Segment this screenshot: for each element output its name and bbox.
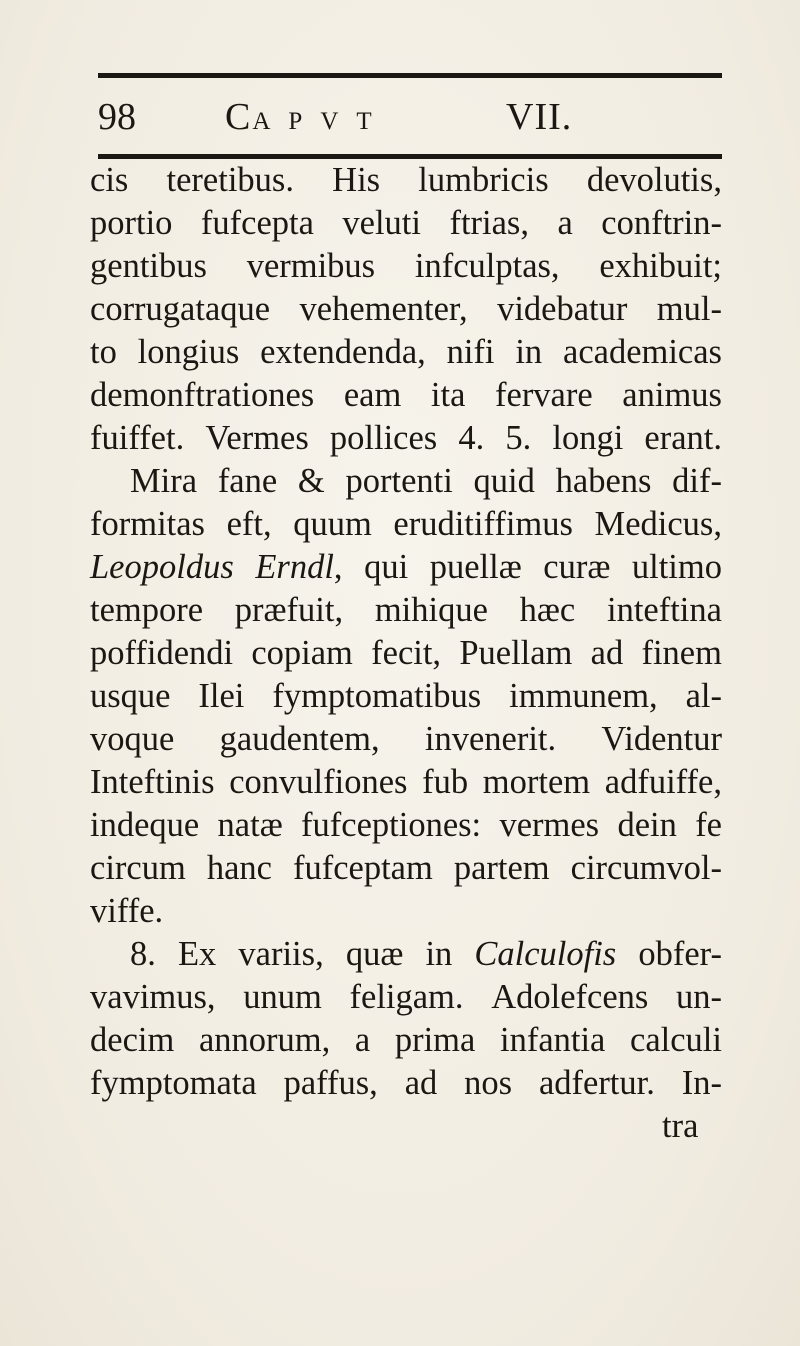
word: Leopoldus xyxy=(90,548,234,586)
text-line xyxy=(90,590,722,630)
word: tempore xyxy=(90,591,204,629)
word: invenerit. xyxy=(424,720,557,758)
word: vermes xyxy=(499,806,600,844)
word: fuiffet. xyxy=(90,419,185,457)
word: inteftina xyxy=(607,591,722,629)
word: lumbricis xyxy=(418,161,549,199)
word: adfertur. xyxy=(538,1064,655,1102)
page-number: 98 xyxy=(98,96,136,138)
word: eft, xyxy=(226,505,272,543)
word: al- xyxy=(685,677,722,715)
word: in xyxy=(515,333,543,371)
word: quum xyxy=(293,505,372,543)
word: quid xyxy=(473,462,535,500)
word: voque xyxy=(90,720,175,758)
word: fufcepta xyxy=(200,204,314,242)
word: longi xyxy=(552,419,624,457)
word: corrugataque xyxy=(90,290,271,328)
word: extendenda, xyxy=(260,333,426,371)
header-top-rule xyxy=(98,73,722,78)
word: His xyxy=(332,161,381,199)
word: paffus, xyxy=(283,1064,378,1102)
word: natæ xyxy=(217,806,283,844)
word: vermibus xyxy=(246,247,376,285)
word: demonftrationes xyxy=(90,376,315,414)
word: portio xyxy=(90,204,173,242)
word: mortem xyxy=(482,763,591,801)
word: dif- xyxy=(672,462,722,500)
word: fymptomatibus xyxy=(272,677,482,715)
word: videbatur xyxy=(497,290,628,328)
word: feligam. xyxy=(349,978,464,1016)
word: fervare xyxy=(495,376,593,414)
word: fufceptiones: xyxy=(301,806,482,844)
word: fecit, xyxy=(371,634,442,672)
word: 4. xyxy=(458,419,485,457)
word: veluti xyxy=(342,204,421,242)
word: eam xyxy=(343,376,402,414)
chapter-number: VII. xyxy=(506,96,573,138)
word: qui xyxy=(364,548,409,586)
word: mul- xyxy=(656,290,722,328)
text-line xyxy=(130,461,722,501)
word: Medicus, xyxy=(594,505,722,543)
word: præfuit, xyxy=(234,591,344,629)
text-line xyxy=(90,762,722,802)
running-head xyxy=(98,90,722,146)
word: fub xyxy=(422,763,469,801)
text-line xyxy=(130,934,722,974)
word: 8. xyxy=(130,935,156,973)
word: calculi xyxy=(630,1021,722,1059)
text-line: viffe. xyxy=(90,892,164,930)
word: indeque xyxy=(90,806,200,844)
word: obfer- xyxy=(638,935,722,973)
word: circumvol- xyxy=(570,849,722,887)
word: infantia xyxy=(500,1021,606,1059)
word: in xyxy=(425,935,453,973)
word: a xyxy=(557,204,573,242)
word: Inteftinis xyxy=(90,763,215,801)
text-line xyxy=(90,805,722,845)
word: Adolefcens xyxy=(491,978,649,1016)
word: Ilei xyxy=(198,677,245,715)
word: a xyxy=(354,1021,371,1059)
word: un- xyxy=(676,978,722,1016)
word: hæc xyxy=(519,591,576,629)
word: adfuiffe, xyxy=(604,763,722,801)
text-line xyxy=(90,418,722,458)
word: habens xyxy=(555,462,652,500)
word: decim xyxy=(90,1021,175,1059)
word: immunem, xyxy=(509,677,658,715)
word: ad xyxy=(404,1064,438,1102)
word: animus xyxy=(622,376,722,414)
word: academicas xyxy=(563,333,722,371)
word: usque xyxy=(90,677,171,715)
word: formitas xyxy=(90,505,205,543)
text-line xyxy=(90,676,722,716)
word: fufceptam xyxy=(292,849,433,887)
word: nifi xyxy=(446,333,495,371)
word: Erndl, xyxy=(255,548,343,586)
word: puellæ xyxy=(429,548,522,586)
word: infculptas, xyxy=(414,247,560,285)
word: gaudentem, xyxy=(219,720,380,758)
text-line xyxy=(90,719,722,759)
word: pollices xyxy=(329,419,438,457)
text-line xyxy=(90,633,722,673)
word: partem xyxy=(453,849,550,887)
word: Ex xyxy=(177,935,217,973)
word: longius xyxy=(137,333,240,371)
word: fane xyxy=(217,462,278,500)
word: dein xyxy=(617,806,677,844)
word: circum xyxy=(90,849,186,887)
text-line xyxy=(90,977,722,1017)
word: fymptomata xyxy=(90,1064,257,1102)
word: ultimo xyxy=(631,548,722,586)
word: ita xyxy=(430,376,466,414)
word: 5. xyxy=(505,419,532,457)
word: teretibus. xyxy=(166,161,294,199)
word: devolutis, xyxy=(586,161,722,199)
word: quæ xyxy=(345,935,404,973)
word: variis, xyxy=(238,935,324,973)
text-line xyxy=(90,160,722,200)
word: unum xyxy=(243,978,322,1016)
word: eruditiffimus xyxy=(393,505,573,543)
text-line xyxy=(90,246,722,286)
word: vehementer, xyxy=(299,290,468,328)
word: ad xyxy=(590,634,624,672)
word: Videntur xyxy=(601,720,722,758)
header-bottom-rule xyxy=(98,154,722,159)
word: fe xyxy=(695,806,722,844)
text-line xyxy=(90,848,722,888)
word: prima xyxy=(394,1021,476,1059)
word: mihique xyxy=(374,591,488,629)
word: erant. xyxy=(644,419,722,457)
catchword: tra xyxy=(662,1107,699,1145)
word: exhibuit; xyxy=(599,247,722,285)
text-line xyxy=(90,1020,722,1060)
word: annorum, xyxy=(198,1021,331,1059)
word: to xyxy=(90,333,117,371)
text-line xyxy=(90,203,722,243)
text-line xyxy=(90,375,722,415)
text-line xyxy=(90,504,722,544)
word: copiam xyxy=(251,634,353,672)
word: In- xyxy=(681,1064,722,1102)
word: poffidendi xyxy=(90,634,234,672)
word: convulfiones xyxy=(229,763,408,801)
word: Calculofis xyxy=(474,935,617,973)
word: conftrin- xyxy=(601,204,722,242)
text-line xyxy=(90,1063,722,1103)
word: Vermes xyxy=(205,419,309,457)
word: gentibus xyxy=(90,247,207,285)
text-line xyxy=(90,332,722,372)
word: Mira xyxy=(130,462,198,500)
word: portenti xyxy=(345,462,453,500)
word: hanc xyxy=(206,849,272,887)
word: & xyxy=(297,462,325,500)
word: vavimus, xyxy=(90,978,216,1016)
text-line xyxy=(90,289,722,329)
text-line xyxy=(90,547,722,587)
chapter-label: CAPVT xyxy=(225,96,390,138)
word: finem xyxy=(641,634,722,672)
word: nos xyxy=(464,1064,513,1102)
word: Puellam xyxy=(459,634,573,672)
word: curæ xyxy=(543,548,611,586)
word: cis xyxy=(90,161,129,199)
word: ftrias, xyxy=(449,204,529,242)
